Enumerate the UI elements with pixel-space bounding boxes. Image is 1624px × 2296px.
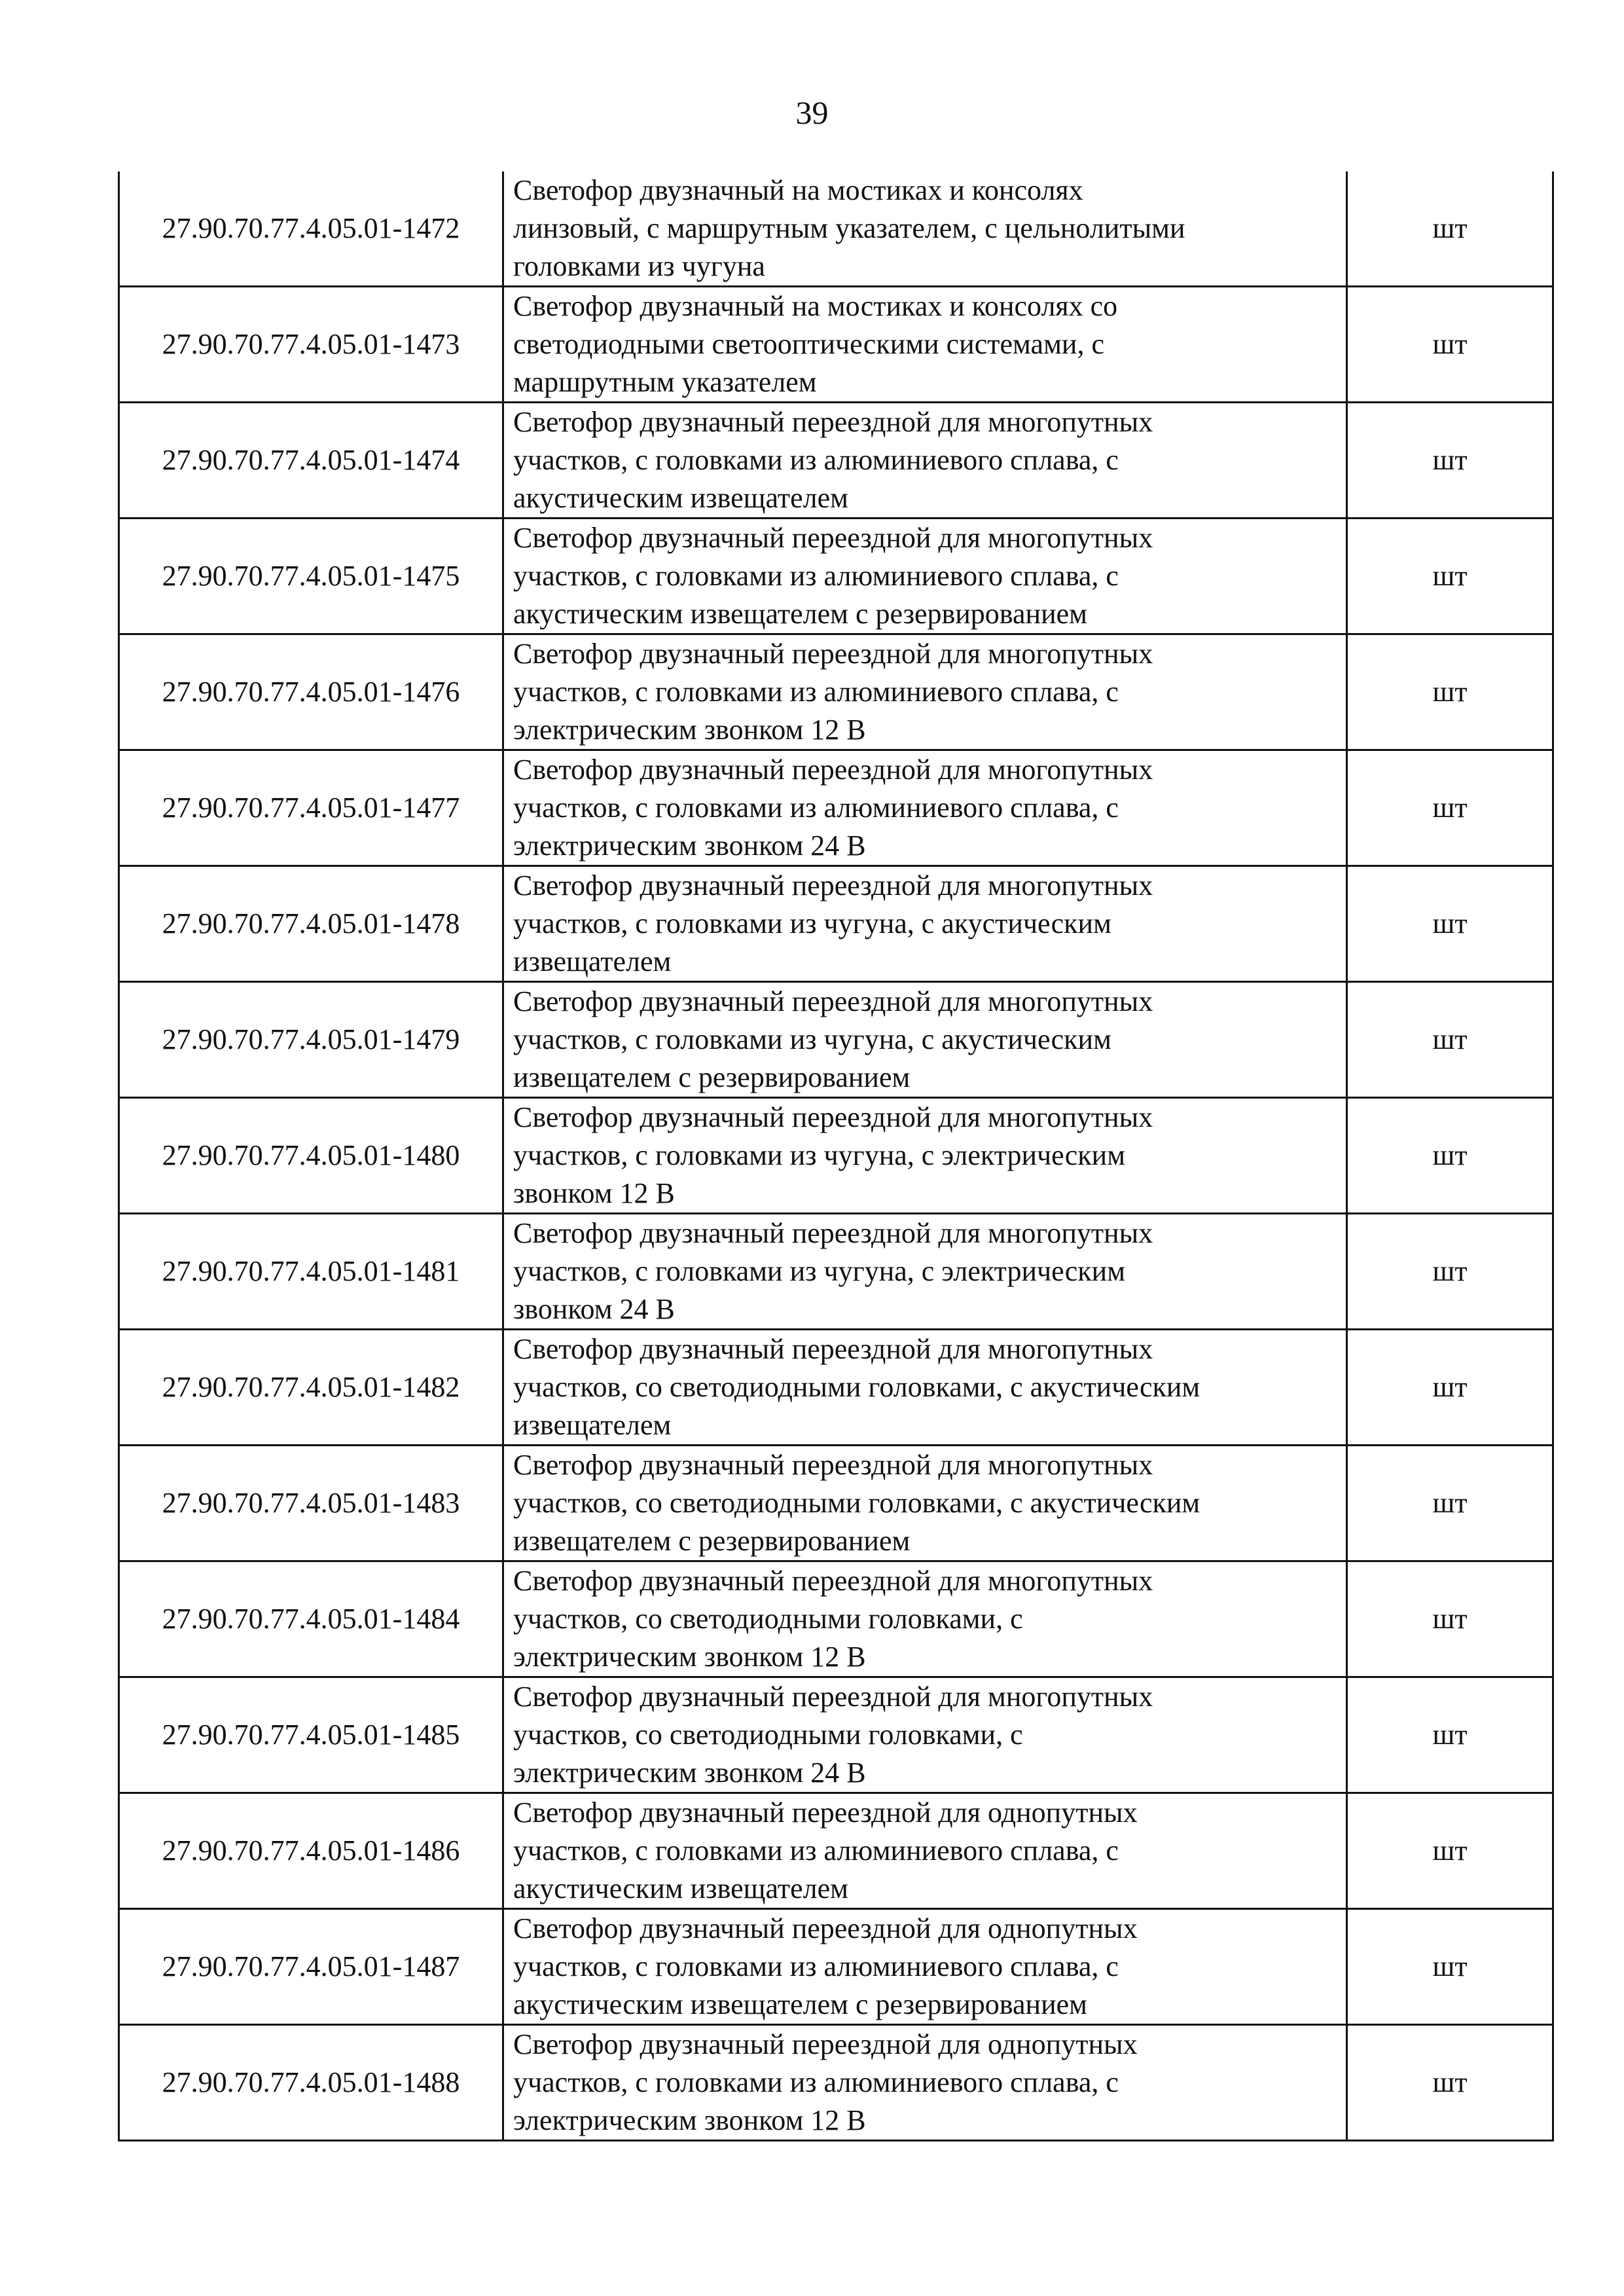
resource-code: 27.90.70.77.4.05.01-1474 bbox=[119, 403, 503, 519]
description-line: Светофор двузначный переездной для многопутных bbox=[513, 1333, 1153, 1365]
resource-description bbox=[503, 750, 1347, 866]
description-line: участков, с головками из алюминиевого сплава, с bbox=[513, 560, 1119, 592]
description-line: извещателем bbox=[513, 1409, 672, 1441]
description-line: электрическим звонком 24 В bbox=[513, 1757, 866, 1789]
description-line: участков, со светодиодными головками, с bbox=[513, 1719, 1023, 1751]
resource-description bbox=[503, 1677, 1347, 1793]
description-line: электрическим звонком 24 В bbox=[513, 829, 866, 862]
unit-of-measure: шт bbox=[1347, 1561, 1553, 1677]
description-line: Светофор двузначный переездной для многопутных bbox=[513, 869, 1153, 902]
description-line: Светофор двузначный переездной для многопутных bbox=[513, 638, 1153, 670]
description-line: участков, с головками из алюминиевого сплава, с bbox=[513, 444, 1119, 476]
description-line: Светофор двузначный переездной для однопутных bbox=[513, 1796, 1138, 1829]
table-row bbox=[119, 750, 1553, 866]
description-line: маршрутным указателем bbox=[513, 366, 817, 398]
table-row bbox=[119, 982, 1553, 1098]
description-line: участков, с головками из чугуна, с электрическим bbox=[513, 1255, 1126, 1287]
table-row bbox=[119, 1098, 1553, 1214]
table-row bbox=[119, 634, 1553, 750]
description-line: акустическим извещателем с резервированием bbox=[513, 1988, 1087, 2020]
unit-of-measure: шт bbox=[1347, 634, 1553, 750]
resource-description bbox=[503, 519, 1347, 634]
table-row bbox=[119, 1561, 1553, 1677]
description-line: участков, с головками из чугуна, с акустическим bbox=[513, 1023, 1111, 1055]
table-row bbox=[119, 1677, 1553, 1793]
resource-code: 27.90.70.77.4.05.01-1480 bbox=[119, 1098, 503, 1214]
description-line: Светофор двузначный переездной для однопутных bbox=[513, 1912, 1138, 1944]
description-line: акустическим извещателем bbox=[513, 482, 848, 514]
unit-of-measure: шт bbox=[1347, 1677, 1553, 1793]
resource-description bbox=[503, 2025, 1347, 2141]
description-line: Светофор двузначный переездной для многопутных bbox=[513, 1217, 1153, 1249]
unit-of-measure: шт bbox=[1347, 403, 1553, 519]
description-line: электрическим звонком 12 В bbox=[513, 714, 866, 746]
resource-description bbox=[503, 1214, 1347, 1330]
description-line: участков, со светодиодными головками, с акустическим bbox=[513, 1371, 1200, 1403]
unit-of-measure: шт bbox=[1347, 172, 1553, 287]
description-line: электрическим звонком 12 В bbox=[513, 1641, 866, 1673]
resource-code: 27.90.70.77.4.05.01-1477 bbox=[119, 750, 503, 866]
description-line: Светофор двузначный переездной для многопутных bbox=[513, 406, 1153, 438]
resource-description bbox=[503, 1446, 1347, 1561]
table-row bbox=[119, 866, 1553, 982]
description-line: головками из чугуна bbox=[513, 250, 765, 282]
resource-code: 27.90.70.77.4.05.01-1472 bbox=[119, 172, 503, 287]
description-line: светодиодными светооптическими системами, с bbox=[513, 328, 1105, 360]
description-line: участков, с головками из чугуна, с акустическим bbox=[513, 907, 1111, 939]
unit-of-measure: шт bbox=[1347, 1098, 1553, 1214]
resource-code: 27.90.70.77.4.05.01-1476 bbox=[119, 634, 503, 750]
unit-of-measure: шт bbox=[1347, 1793, 1553, 1909]
catalog-table-body bbox=[119, 172, 1553, 2141]
table-row bbox=[119, 519, 1553, 634]
resource-description bbox=[503, 1561, 1347, 1677]
resource-code: 27.90.70.77.4.05.01-1484 bbox=[119, 1561, 503, 1677]
description-line: участков, с головками из алюминиевого сплава, с bbox=[513, 676, 1119, 708]
resource-description bbox=[503, 866, 1347, 982]
description-line: участков, со светодиодными головками, с акустическим bbox=[513, 1487, 1200, 1519]
resource-code: 27.90.70.77.4.05.01-1479 bbox=[119, 982, 503, 1098]
unit-of-measure: шт bbox=[1347, 982, 1553, 1098]
description-line: Светофор двузначный переездной для многопутных bbox=[513, 522, 1153, 554]
resource-code: 27.90.70.77.4.05.01-1478 bbox=[119, 866, 503, 982]
description-line: участков, с головками из алюминиевого сплава, с bbox=[513, 2066, 1119, 2098]
description-line: участков, со светодиодными головками, с bbox=[513, 1603, 1023, 1635]
description-line: Светофор двузначный переездной для многопутных bbox=[513, 1101, 1153, 1133]
resource-code: 27.90.70.77.4.05.01-1486 bbox=[119, 1793, 503, 1909]
description-line: извещателем с резервированием bbox=[513, 1061, 911, 1093]
description-line: участков, с головками из алюминиевого сплава, с bbox=[513, 1950, 1119, 1982]
description-line: Светофор двузначный переездной для многопутных bbox=[513, 1449, 1153, 1481]
description-line: Светофор двузначный переездной для многопутных bbox=[513, 1565, 1153, 1597]
resource-code: 27.90.70.77.4.05.01-1481 bbox=[119, 1214, 503, 1330]
resource-description bbox=[503, 634, 1347, 750]
description-line: участков, с головками из алюминиевого сплава, с bbox=[513, 1834, 1119, 1867]
table-row bbox=[119, 403, 1553, 519]
description-line: Светофор двузначный на мостиках и консолях bbox=[513, 174, 1083, 206]
table-row bbox=[119, 2025, 1553, 2141]
resource-code: 27.90.70.77.4.05.01-1483 bbox=[119, 1446, 503, 1561]
description-line: звонком 24 В bbox=[513, 1293, 675, 1325]
table-row bbox=[119, 287, 1553, 403]
description-line: Светофор двузначный переездной для многопутных bbox=[513, 985, 1153, 1017]
resource-description bbox=[503, 982, 1347, 1098]
table-row bbox=[119, 1446, 1553, 1561]
description-line: участков, с головками из чугуна, с электрическим bbox=[513, 1139, 1126, 1171]
description-line: извещателем с резервированием bbox=[513, 1525, 911, 1557]
table-row bbox=[119, 1909, 1553, 2025]
resource-code: 27.90.70.77.4.05.01-1475 bbox=[119, 519, 503, 634]
table-row bbox=[119, 1330, 1553, 1446]
unit-of-measure: шт bbox=[1347, 866, 1553, 982]
resource-code: 27.90.70.77.4.05.01-1482 bbox=[119, 1330, 503, 1446]
unit-of-measure: шт bbox=[1347, 750, 1553, 866]
description-line: Светофор двузначный переездной для многопутных bbox=[513, 754, 1153, 786]
resource-description bbox=[503, 172, 1347, 287]
resource-description bbox=[503, 1098, 1347, 1214]
description-line: Светофор двузначный переездной для однопутных bbox=[513, 2028, 1138, 2060]
description-line: участков, с головками из алюминиевого сплава, с bbox=[513, 792, 1119, 824]
resource-code: 27.90.70.77.4.05.01-1485 bbox=[119, 1677, 503, 1793]
description-line: линзовый, с маршрутным указателем, с цельнолитыми bbox=[513, 212, 1185, 244]
resource-description bbox=[503, 1909, 1347, 2025]
resource-code: 27.90.70.77.4.05.01-1487 bbox=[119, 1909, 503, 2025]
description-line: Светофор двузначный переездной для многопутных bbox=[513, 1681, 1153, 1713]
resource-description bbox=[503, 1330, 1347, 1446]
resource-code: 27.90.70.77.4.05.01-1473 bbox=[119, 287, 503, 403]
resource-code: 27.90.70.77.4.05.01-1488 bbox=[119, 2025, 503, 2141]
unit-of-measure: шт bbox=[1347, 1446, 1553, 1561]
table-row bbox=[119, 1793, 1553, 1909]
page-number: 39 bbox=[795, 94, 829, 131]
table-row bbox=[119, 1214, 1553, 1330]
table-row bbox=[119, 172, 1553, 287]
unit-of-measure: шт bbox=[1347, 1214, 1553, 1330]
resource-description bbox=[503, 1793, 1347, 1909]
catalog-table bbox=[118, 172, 1554, 2141]
unit-of-measure: шт bbox=[1347, 2025, 1553, 2141]
unit-of-measure: шт bbox=[1347, 519, 1553, 634]
description-line: электрическим звонком 12 В bbox=[513, 2104, 866, 2136]
unit-of-measure: шт bbox=[1347, 1909, 1553, 2025]
unit-of-measure: шт bbox=[1347, 1330, 1553, 1446]
description-line: извещателем bbox=[513, 945, 672, 977]
description-line: звонком 12 В bbox=[513, 1177, 675, 1209]
unit-of-measure: шт bbox=[1347, 287, 1553, 403]
resource-description bbox=[503, 403, 1347, 519]
description-line: акустическим извещателем bbox=[513, 1872, 848, 1904]
description-line: Светофор двузначный на мостиках и консолях со bbox=[513, 290, 1118, 322]
description-line: акустическим извещателем с резервированием bbox=[513, 598, 1087, 630]
resource-description bbox=[503, 287, 1347, 403]
